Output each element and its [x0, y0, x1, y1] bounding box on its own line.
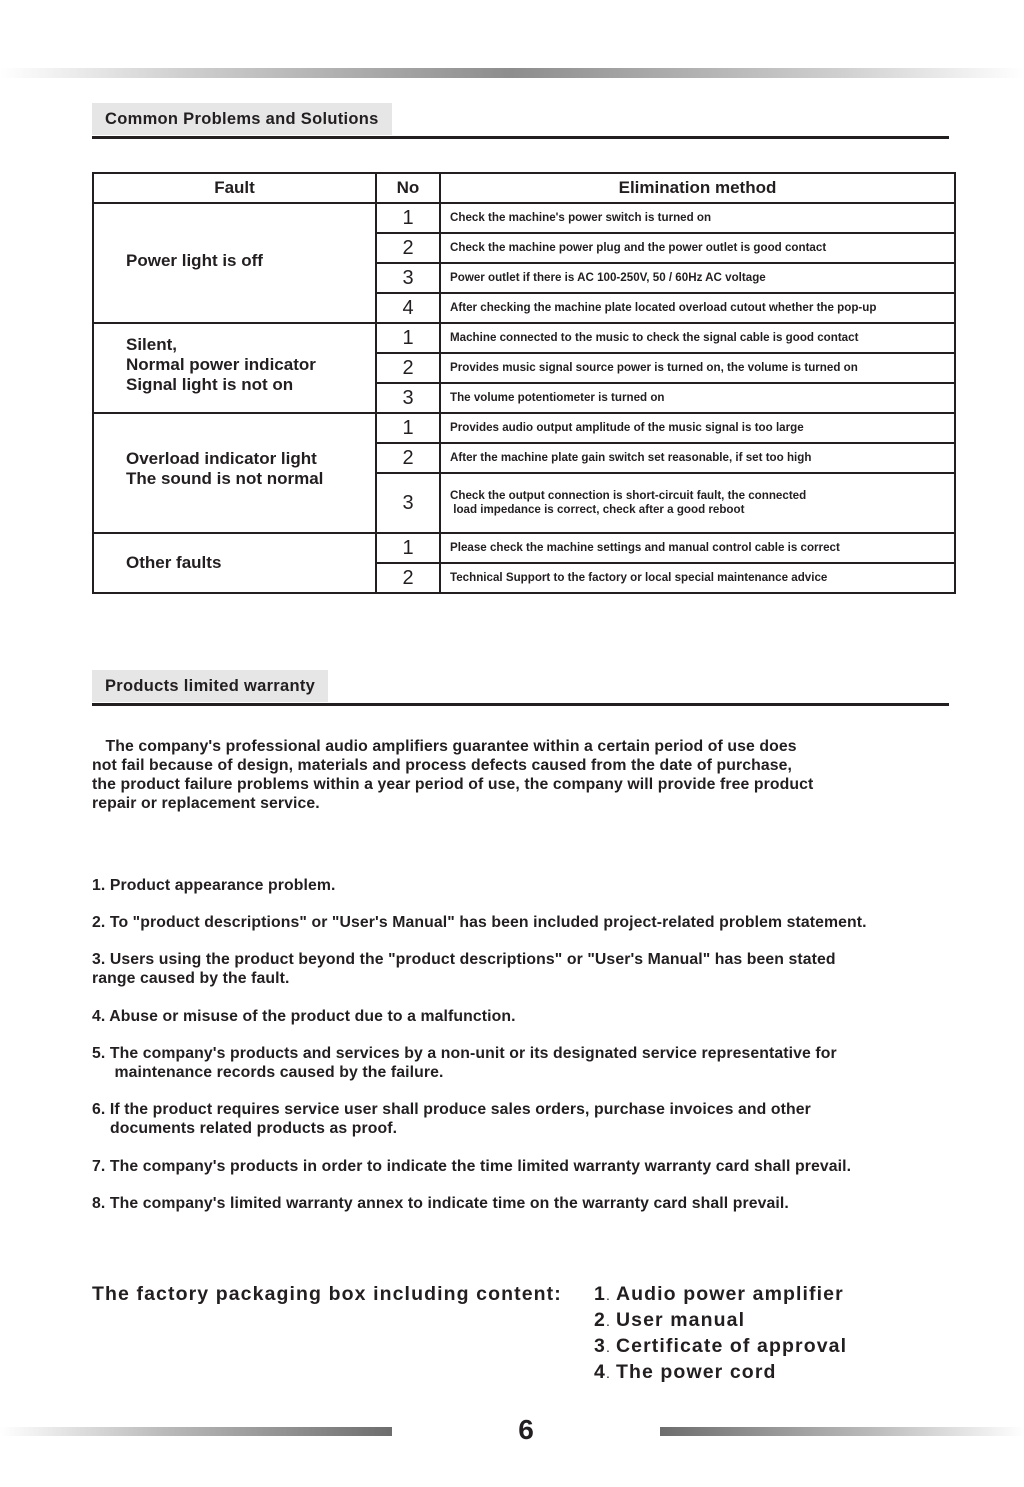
fault-cell	[93, 533, 376, 593]
header-no: No	[376, 173, 440, 203]
row-number: 1	[376, 413, 440, 443]
method-cell	[440, 233, 955, 263]
section-rule	[92, 136, 949, 139]
warranty-item	[92, 1194, 789, 1213]
row-number: 1	[376, 323, 440, 353]
warranty-item-text: 7. The company's products in order to indicate the time limited warranty warranty card shall prevail.	[92, 1158, 852, 1175]
warranty-item-text: 5. The company's products and services by a non-unit or its designated service representative for	[92, 1045, 837, 1062]
warranty-item-text: range caused by the fault.	[92, 970, 290, 987]
section-rule	[92, 703, 949, 706]
warranty-item	[92, 1007, 516, 1026]
warranty-item-text: 8. The company's limited warranty annex to indicate time on the warranty card shall prevail.	[92, 1195, 789, 1212]
intro-line: The company's professional audio amplifiers guarantee within a certain period of use does	[92, 738, 797, 755]
method-text: Check the output connection is short-circuit fault, the connected	[450, 489, 807, 502]
packaging-item-number: 2	[594, 1309, 606, 1331]
method-cell	[440, 263, 955, 293]
method-cell	[440, 383, 955, 413]
packaging-item-number: 4	[594, 1361, 606, 1383]
warranty-item	[92, 1157, 851, 1176]
intro-line: repair or replacement service.	[92, 795, 320, 812]
table-header-row	[93, 173, 955, 203]
footer-bar-right	[660, 1427, 1024, 1436]
row-number: 1	[376, 533, 440, 563]
method-text: Power outlet if there is AC 100-250V, 50 / 60Hz AC voltage	[450, 271, 766, 284]
page-number: 6	[518, 1414, 534, 1445]
fault-label: Overload indicator light	[126, 449, 317, 468]
warranty-item	[92, 950, 836, 988]
table-row	[93, 413, 955, 443]
packaging-item: 1. Audio power amplifier	[594, 1283, 844, 1305]
header-method: Elimination method	[440, 173, 955, 203]
top-decorative-bar	[0, 68, 1024, 78]
fault-cell	[93, 203, 376, 323]
warranty-item-text: documents related products as proof.	[92, 1120, 398, 1137]
warranty-item-text: 3. Users using the product beyond the "product descriptions" or "User's Manual" has been stated	[92, 951, 836, 968]
fault-label: Normal power indicator	[126, 355, 316, 374]
section-header-warranty	[92, 670, 949, 706]
warranty-item	[92, 1100, 811, 1138]
fault-label: Silent,	[126, 335, 178, 354]
method-text: Please check the machine settings and manual control cable is correct	[450, 541, 840, 554]
packaging-item: 3. Certificate of approval	[594, 1335, 848, 1357]
table-row	[93, 533, 955, 563]
method-cell	[440, 353, 955, 383]
header-fault: Fault	[93, 173, 376, 203]
packaging-item-text: Audio power amplifier	[615, 1283, 844, 1305]
fault-table	[92, 172, 956, 594]
method-text: After checking the machine plate located overload cutout whether the pop-up	[450, 301, 877, 314]
method-text: Machine connected to the music to check the signal cable is good contact	[450, 331, 859, 344]
packaging-item-number: 3	[594, 1335, 606, 1357]
method-text: Provides audio output amplitude of the music signal is too large	[450, 421, 804, 434]
packaging-item-text: User manual	[615, 1309, 746, 1331]
intro-line: the product failure problems within a year period of use, the company will provide free product	[92, 776, 814, 793]
warranty-item-text: maintenance records caused by the failure.	[92, 1064, 444, 1081]
warranty-item	[92, 876, 336, 895]
method-text: Provides music signal source power is turned on, the volume is turned on	[450, 361, 858, 374]
table-row	[93, 203, 955, 233]
warranty-intro	[92, 737, 952, 813]
warranty-item	[92, 1044, 837, 1082]
packaging-item-text: Certificate of approval	[615, 1335, 848, 1357]
warranty-item-text: 6. If the product requires service user shall produce sales orders, purchase invoices and other	[92, 1101, 811, 1118]
fault-label: The sound is not normal	[126, 469, 324, 488]
row-number: 3	[376, 263, 440, 293]
row-number: 4	[376, 293, 440, 323]
method-text: load impedance is correct, check after a good reboot	[450, 503, 745, 516]
method-cell	[440, 443, 955, 473]
method-text: Check the machine power plug and the power outlet is good contact	[450, 241, 827, 254]
intro-line: not fail because of design, materials and process defects caused from the date of purchase,	[92, 757, 792, 774]
warranty-item-text: 1. Product appearance problem.	[92, 877, 336, 894]
method-text: Check the machine's power switch is turned on	[450, 211, 712, 224]
packaging-label: The factory packaging box including content:	[92, 1283, 562, 1305]
warranty-item	[92, 913, 867, 932]
method-text: After the machine plate gain switch set reasonable, if set too high	[450, 451, 812, 464]
packaging-item-number: 1	[594, 1283, 606, 1305]
row-number: 2	[376, 563, 440, 593]
footer-bar-left	[0, 1427, 392, 1436]
method-cell	[440, 473, 955, 533]
method-cell	[440, 413, 955, 443]
section-title: Common Problems and Solutions	[92, 103, 392, 135]
packaging-item-text: The power cord	[615, 1361, 777, 1383]
fault-label: Signal light is not on	[126, 375, 294, 394]
fault-label: Power light is off	[126, 251, 263, 270]
packaging-item: 2. User manual	[594, 1309, 746, 1331]
method-text: Technical Support to the factory or local special maintenance advice	[450, 571, 828, 584]
warranty-item-text: 4. Abuse or misuse of the product due to a malfunction.	[92, 1008, 516, 1025]
row-number: 1	[376, 203, 440, 233]
method-cell	[440, 203, 955, 233]
row-number: 3	[376, 473, 440, 533]
method-cell	[440, 533, 955, 563]
section-title: Products limited warranty	[92, 670, 328, 702]
warranty-item-text: 2. To "product descriptions" or "User's Manual" has been included project-related problem statement.	[92, 914, 867, 931]
packaging-item: 4. The power cord	[594, 1361, 777, 1383]
method-cell	[440, 563, 955, 593]
fault-cell	[93, 323, 376, 413]
row-number: 2	[376, 233, 440, 263]
fault-label: Other faults	[126, 553, 222, 572]
row-number: 2	[376, 443, 440, 473]
section-header-common-problems	[92, 103, 949, 139]
method-cell	[440, 293, 955, 323]
row-number: 2	[376, 353, 440, 383]
table-row	[93, 323, 955, 353]
method-cell	[440, 323, 955, 353]
fault-cell	[93, 413, 376, 533]
method-text: The volume potentiometer is turned on	[450, 391, 665, 404]
row-number: 3	[376, 383, 440, 413]
